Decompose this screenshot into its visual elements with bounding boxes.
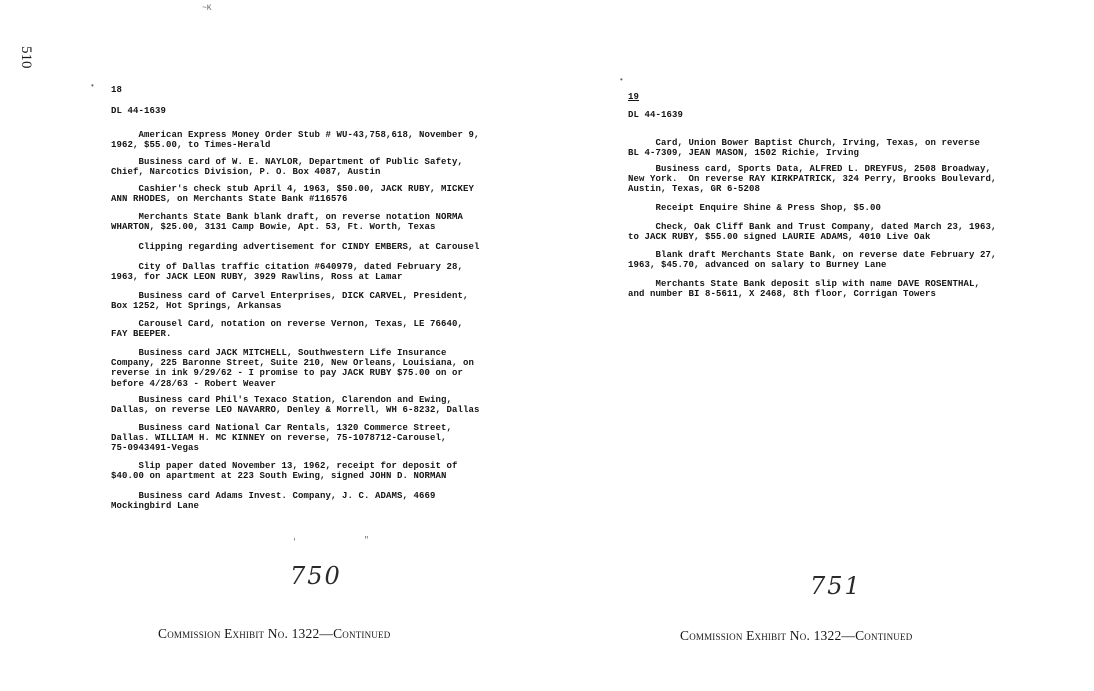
left-file-number: DL 44-1639 [111,106,167,116]
right-entry: Business card, Sports Data, ALFRED L. DREYFUS, 2508 Broadway, New York. On reverse RAY KIRKPATRICK, 324 Perry, Brooks Boulevard, Austin, Texas, GR 6-5208 [628,164,997,195]
left-entry: Business card National Car Rentals, 1320 Commerce Street, Dallas. WILLIAM H. MC KINNEY on reverse, 75-1078712-Carousel, 75-0943491-Vegas [111,423,453,454]
left-entry: City of Dallas traffic citation #640979, dated February 28, 1963, for JACK LEON RUBY, 3929 Rawlins, Ross at Lamar [111,262,464,283]
exhibit-caption: Commission Exhibit No. 1322—Continued [680,628,913,643]
right-entry: Merchants State Bank deposit slip with name DAVE ROSENTHAL, and number BI 8-5611, X 2468, 8th floor, Corrigan Towers [628,279,981,300]
left-entry: Cashier's check stub April 4, 1963, $50.00, JACK RUBY, MICKEY ANN RHODES, on Merchants State Bank #116576 [111,184,475,205]
bullet-mark: • [90,82,95,91]
left-entry: American Express Money Order Stub # WU-43,758,618, November 9, 1962, $55.00, to Times-Herald [111,130,480,151]
top-marks: ~K [202,4,212,13]
left-entry: Merchants State Bank blank draft, on reverse notation NORMA WHARTON, $25.00, 3131 Camp Bowie, Apt. 53, Ft. Worth, Texas [111,212,464,233]
right-entry: Card, Union Bower Baptist Church, Irving, Texas, on reverse BL 4-7309, JEAN MASON, 1502 Richie, Irving [628,138,981,159]
left-entry: Slip paper dated November 13, 1962, receipt for deposit of $40.00 on apartment at 223 South Ewing, signed JOHN D. NORMAN [111,461,458,482]
exhibit-caption: Commission Exhibit No. 1322—Continued [158,626,391,641]
left-entry: Business card Phil's Texaco Station, Clarendon and Ewing, Dallas, on reverse LEO NAVARRO, Denley & Morrell, WH 6-8232, Dallas [111,395,480,416]
margin-page-number: 510 [18,46,34,69]
left-entry: Clipping regarding advertisement for CINDY EMBERS, at Carousel [111,242,480,252]
left-entry: Carousel Card, notation on reverse Vernon, Texas, LE 76640, FAY BEEPER. [111,319,464,340]
left-page-number: 18 [111,85,123,95]
bullet-mark: • [619,76,624,85]
scan-speck: ' [292,538,297,547]
left-entry: Business card of W. E. NAYLOR, Department of Public Safety, Chief, Narcotics Division, P. O. Box 4087, Austin [111,157,464,178]
left-entry: Business card of Carvel Enterprises, DICK CARVEL, President, Box 1252, Hot Springs, Arkansas [111,291,469,312]
scan-speck: " [364,536,369,545]
right-file-number: DL 44-1639 [628,110,684,120]
right-entry: Check, Oak Cliff Bank and Trust Company, dated March 23, 1963, to JACK RUBY, $55.00 signed LAURIE ADAMS, 4010 Live Oak [628,222,997,243]
right-entry: Blank draft Merchants State Bank, on reverse date February 27, 1963, $45.70, advanced on salary to Burney Lane [628,250,997,271]
left-entry: Business card JACK MITCHELL, Southwestern Life Insurance Company, 225 Baronne Street, Suite 210, New Orleans, Louisiana, on reverse in ink 9/29/62 - I promise to pay JACK RUBY $75.00 on or before 4/28/63 - Robert Weaver [111,348,475,389]
right-page-number: 19 [628,92,640,102]
right-entry: Receipt Enquire Shine & Press Shop, $5.00 [628,203,882,213]
left-entry: Business card Adams Invest. Company, J. C. ADAMS, 4669 Mockingbird Lane [111,491,436,512]
handwritten-page-number: 750 [290,562,342,590]
handwritten-page-number: 751 [810,572,862,600]
